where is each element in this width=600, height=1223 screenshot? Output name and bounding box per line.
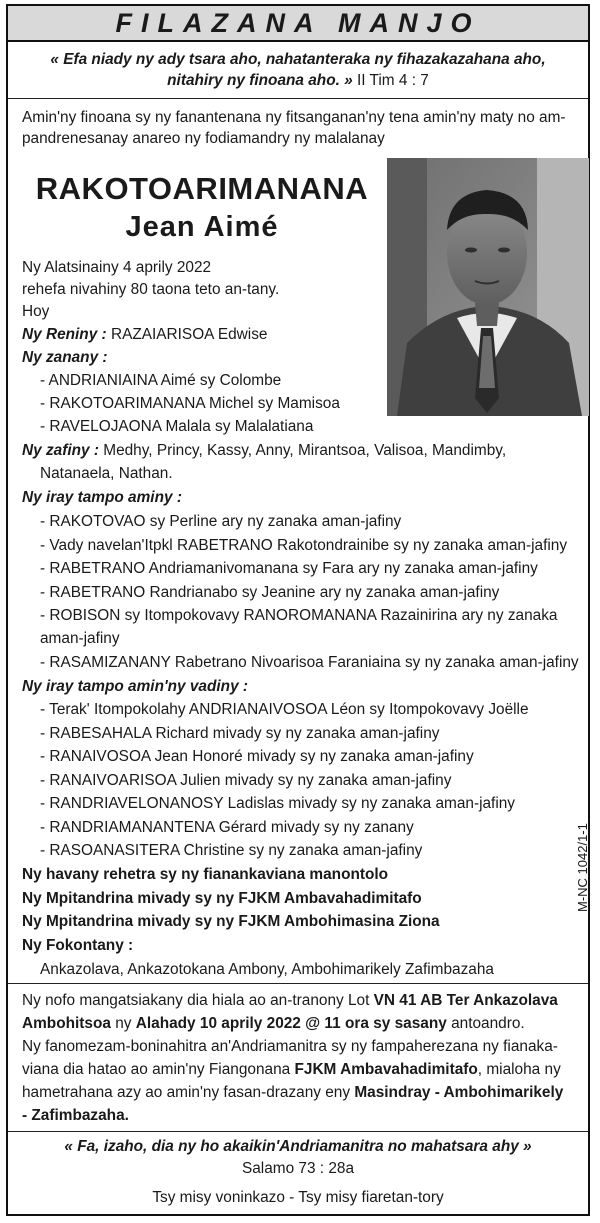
list-item: - RASOANASITERA Christine sy ny zanaka aman-jafiny	[40, 842, 423, 859]
portrait-image	[387, 158, 589, 416]
death-age: rehefa nivahiny 80 taona teto an-tany.	[22, 281, 280, 298]
death-date: Ny Alatsinainy 4 aprily 2022	[22, 259, 212, 276]
verse-bottom-text: « Fa, izaho, dia ny ho akaikin'Andriamanitra no mahatsara ahy »	[64, 1138, 532, 1155]
deceased-surname: RAKOTOARIMANANA	[35, 171, 369, 206]
fanomezam-line4: - Zafimbazaha.	[22, 1107, 129, 1124]
church-ambohimasina-line: Ny Mpitandrina mivady sy ny FJKM Ambohimasina Ziona	[22, 913, 440, 930]
zafiny-line	[22, 441, 506, 461]
deceased-given-name: Jean Aimé	[125, 211, 279, 243]
notice-header	[6, 4, 590, 42]
fanomezam-text-end: , mialoha ny	[477, 1061, 561, 1078]
zafiny-label: Ny zafiny :	[22, 442, 99, 459]
list-item: - RAKOTOVAO sy Perline ary ny zanaka aman-jafiny	[40, 513, 402, 530]
footer-note: Tsy misy voninkazo - Tsy misy fiaretan-tory	[152, 1189, 444, 1206]
fanomezam-line1: Ny fanomezam-boninahitra an'Andriamanitra sy ny fampaherezana ny fianaka-	[22, 1038, 558, 1055]
verse-bottom-ref: Salamo 73 : 28a	[241, 1160, 355, 1177]
reniny-label: Ny Reniny :	[22, 326, 107, 343]
list-item: - Vady navelan'Itpkl RABETRANO Rakotondrainibe sy ny zanaka aman-jafiny	[40, 537, 568, 554]
list-item: - Terak' Itompokolahy ANDRIANAIVOSOA Léon sy Itompokovavy Joëlle	[40, 701, 529, 718]
church-ambavahadimitafo-line: Ny Mpitandrina mivady sy ny FJKM Ambavahadimitafo	[22, 890, 422, 907]
ad-reference-code: M-NC 1042/1-1	[575, 823, 590, 912]
nofo-address: VN 41 AB Ter Ankazolava	[373, 992, 558, 1009]
list-item: - RAVELOJAONA Malala sy Malalatiana	[40, 418, 314, 435]
list-item: - RABESAHALA Richard mivady sy ny zanaka aman-jafiny	[40, 725, 440, 742]
verse-top-line2-text: nitahiry ny finoana aho. »	[167, 72, 353, 89]
intro-line1: Amin'ny finoana sy ny fanantenana ny fitsanganan'ny tena amin'ny maty no am-	[22, 109, 566, 126]
list-item: - RABETRANO Randrianabo sy Jeanine ary ny zanaka aman-jafiny	[40, 584, 500, 601]
family-all-line: Ny havany rehetra sy ny fianankaviana manontolo	[22, 866, 389, 883]
fokontany-label: Ny Fokontany :	[22, 937, 134, 954]
deceased-photo	[387, 158, 589, 416]
list-item: - RAKOTOARIMANANA Michel sy Mamisoa	[40, 395, 340, 412]
verse-top-line2	[8, 71, 588, 91]
nofo-line1	[22, 991, 558, 1011]
nofo-datetime: Alahady 10 aprily 2022 @ 11 ora sy sasany	[135, 1015, 447, 1032]
reniny-value: RAZAIARISOA Edwise	[106, 326, 268, 343]
tampo-aminy-label: Ny iray tampo aminy :	[22, 489, 182, 506]
fokontany-value: Ankazolava, Ankazotokana Ambony, Ambohimarikely Zafimbazaha	[40, 961, 494, 978]
list-item: - RANAIVOARISOA Julien mivady sy ny zanaka aman-jafiny	[40, 772, 452, 789]
zanany-label: Ny zanany :	[22, 349, 108, 366]
intro-line2: pandrenesanay anareo ny fodiamandry ny malalanay	[22, 130, 385, 147]
notice-title: FILAZANA MANJO	[115, 7, 481, 38]
fanomezam-line3	[22, 1083, 563, 1103]
list-item: - RANDRIAMANANTENA Gérard mivady sy ny zanany	[40, 819, 414, 836]
reniny-line	[22, 325, 267, 345]
divider-top	[8, 98, 588, 99]
nofo-ny: ny	[110, 1015, 136, 1032]
nofo-address-cont: Ambohitsoa	[22, 1015, 111, 1032]
fanomezam-burial-text: hametrahana azy ao amin'ny fasan-drazany eny	[22, 1084, 355, 1101]
divider-bottom	[8, 1131, 588, 1132]
tampo-vadiny-label: Ny iray tampo amin'ny vadiny :	[22, 678, 249, 695]
nofo-text: Ny nofo mangatsiakany dia hiala ao an-tranony Lot	[22, 992, 374, 1009]
zafiny-value: Medhy, Princy, Kassy, Anny, Mirantsoa, Valisoa, Mandimby,	[98, 442, 507, 459]
verse-top-line1: « Efa niady ny ady tsara aho, nahatanteraka ny fihazakazahana aho,	[50, 51, 546, 68]
divider-middle	[8, 983, 588, 984]
fanomezam-line2	[22, 1060, 561, 1080]
nofo-end: antoandro.	[446, 1015, 525, 1032]
verse-top-ref: II Tim 4 : 7	[352, 72, 429, 89]
list-item: - RANAIVOSOA Jean Honoré mivady sy ny zanaka aman-jafiny	[40, 748, 474, 765]
nofo-line2	[22, 1014, 525, 1034]
death-hoy: Hoy	[22, 303, 50, 320]
list-item: - ANDRIANIAINA Aimé sy Colombe	[40, 372, 282, 389]
fanomezam-burial-place: Masindray - Ambohimarikely	[354, 1084, 564, 1101]
zafiny-cont: Natanaela, Nathan.	[40, 465, 173, 482]
fanomezam-church: FJKM Ambavahadimitafo	[294, 1061, 478, 1078]
list-item: - ROBISON sy Itompokovavy RANOROMANANA Razainirina ary ny zanaka	[40, 607, 558, 624]
list-item: - RASAMIZANANY Rabetrano Nivoarisoa Faraniaina sy ny zanaka aman-jafiny	[40, 654, 579, 671]
fanomezam-text: viana dia hatao ao amin'ny Fiangonana	[22, 1061, 295, 1078]
list-item: aman-jafiny	[40, 630, 120, 647]
list-item: - RANDRIAVELONANOSY Ladislas mivady sy ny zanaka aman-jafiny	[40, 795, 516, 812]
list-item: - RABETRANO Andriamanivomanana sy Fara ary ny zanaka aman-jafiny	[40, 560, 538, 577]
